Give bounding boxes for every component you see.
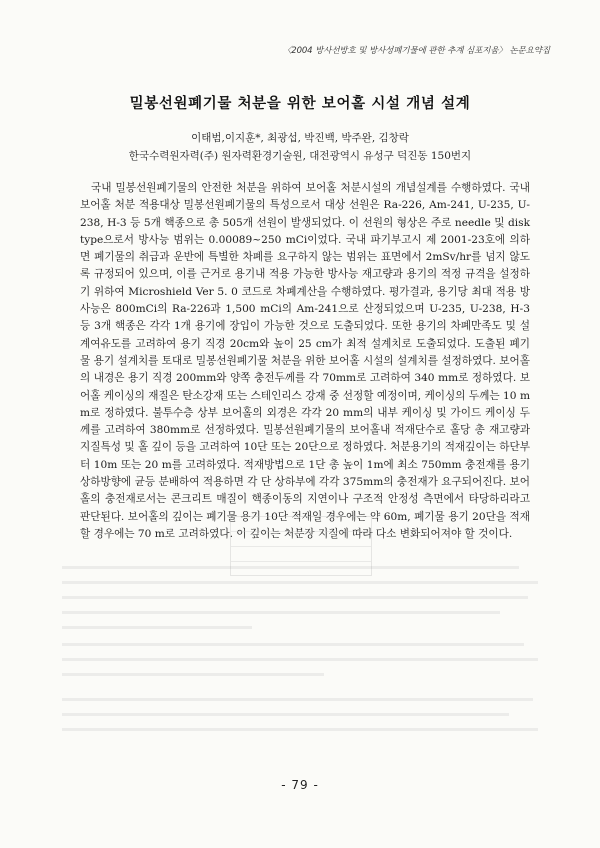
author-list: 이태범,이지훈*, 최광섭, 박진백, 박주완, 김창락 xyxy=(191,132,409,144)
bleed-through-line xyxy=(62,596,528,599)
bleed-through-line xyxy=(62,566,519,569)
running-head: 〈2004 방사선방호 및 방사성폐기물에 관한 추계 심포지움〉 논문요약집 xyxy=(282,46,550,56)
page-number: - 79 - xyxy=(281,778,319,792)
bleed-through-line xyxy=(62,643,524,646)
bleed-through-line xyxy=(62,658,538,661)
bleed-through-line xyxy=(62,698,533,701)
bleed-through-line xyxy=(62,581,538,584)
bleed-through-text xyxy=(62,566,538,743)
bleed-through-line xyxy=(62,713,509,716)
bleed-through-row xyxy=(231,532,371,547)
bleed-through-line xyxy=(62,611,500,614)
bleed-through-row xyxy=(231,517,371,532)
bleed-through-line xyxy=(62,626,252,629)
affiliation: 한국수력원자력(주) 원자력환경기술원, 대전광역시 유성구 덕진동 150번지 xyxy=(128,150,472,162)
bleed-through-line xyxy=(62,673,324,676)
abstract-body: 국내 밀봉선원폐기물의 안전한 처분을 위하여 보어홀 처분시설의 개념설계를 수행하였다. 국내 보어홀 처분 적용대상 밀봉선원폐기물의 특성으로서 대상 선원은 Ra-226, Am-241, U-235, U-238, H-3 등 5개 핵종으로 총 505개 선원이 발생되었다. 이 선원의 형상은 주로 needle 및 disk type으로서 방사능 범위는 0.00089~250 mCi이었다. 국내 파기부고시 제 2001-23호에 의하면 폐기물의 취급과 운반에 특별한 차폐를 요구하지 않는 범위는 표면에서 2mSv/hr를 넘지 않도록 규정되어 있으며, 이를 근거로 용기내 적용 가능한 방사능 재고량과 용기의 적정 규격을 설정하기 위하여 Microshield Ver 5. 0 코드로 차폐계산을 수행하였다. 평가결과, 용기당 최대 적용 방사능은 800mCi의 Ra-226과 1,500 mCi의 Am-241으로 산정되었으며 U-235, U-238, H-3 등 3개 핵종은 각각 1개 용기에 장입이 가능한 것으로 도출되었다. 또한 용기의 차폐만족도 및 설계여유도를 고려하여 용기 직경 20cm와 높이 25 cm가 최적 설계치로 도출되었다. 도출된 폐기물 용기 설계치를 토대로 밀봉선원폐기물 처분을 위한 보어홀 시설의 설계치를 설정하였다. 보어홀의 내경은 용기 직경 200mm와 양쪽 충전두께를 각 70mm로 고려하여 340 mm로 정하였다. 보어홀 케이싱의 재질은 탄소강재 또는 스테인리스 강재 중 선정할 예정이며, 케이싱의 두께는 10 mm로 정하였다. 불투수층 상부 보어홀의 외경은 각각 20 mm의 내부 케이싱 및 가이드 케이싱 두께를 고려하여 380mm로 선정하였다. 밀봉선원폐기물의 보어홀내 적재단수로 홀당 총 재고량과 지질특성 및 홀 깊이 등을 고려하여 10단 또는 20단으로 정하였다. 처분용기의 적재깊이는 하단부터 10m 또는 20 m를 고려하였다. 적재방법으로 1단 총 높이 1m에 최소 750mm 충전재를 용기 상하방향에 균등 분배하여 적용하면 각 단 상하부에 각각 375mm의 충전재가 요구되어진다. 보어홀의 충전재로서는 콘크리트 매질이 핵종이동의 지연이나 구조적 안정성 측면에서 타당하리라고 판단된다. 보어홀의 깊이는 폐기물 용기 10단 적재일 경우에는 약 60m, 폐기물 용기 20단을 적재할 경우에는 70 m로 고려하였다. 이 깊이는 처분장 지질에 따라 다소 변화되어져야 할 것이다. xyxy=(80,182,530,540)
bleed-through-row xyxy=(231,547,371,562)
bleed-through-line xyxy=(62,728,538,731)
paper-title: 밀봉선원폐기물 처분을 위한 보어홀 시설 개념 설계 xyxy=(129,95,471,112)
